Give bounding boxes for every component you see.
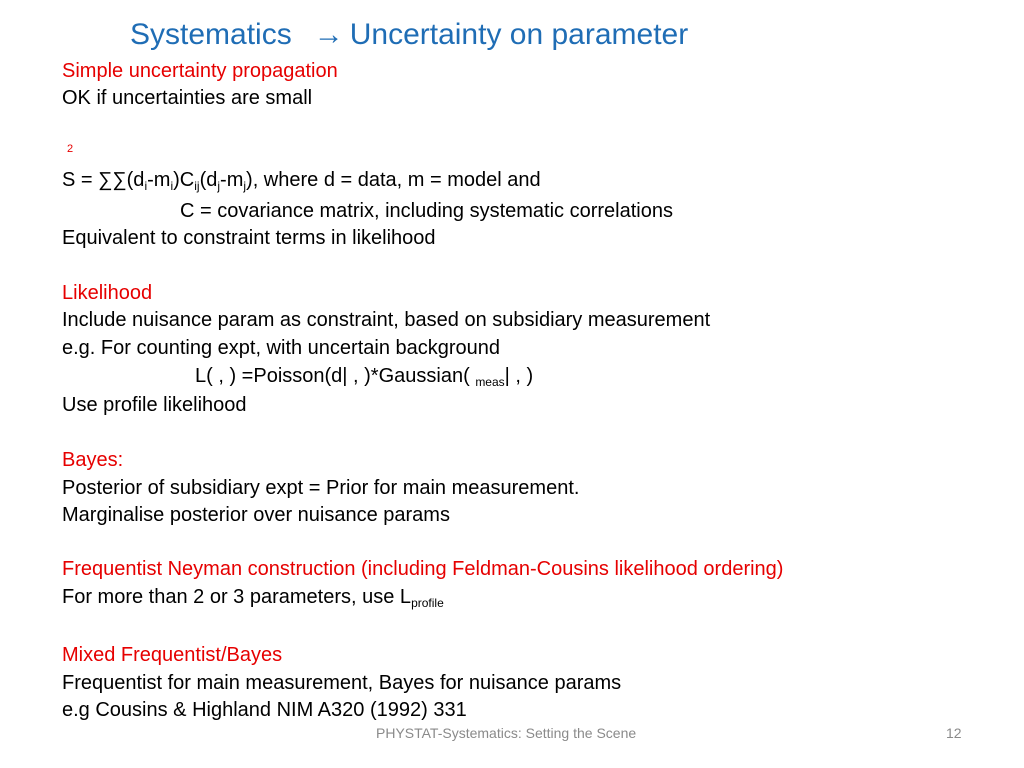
title-right: Uncertainty on parameter	[349, 18, 689, 51]
text-line: Equivalent to constraint terms in likelihood	[62, 227, 436, 249]
text-line: Use profile likelihood	[62, 394, 247, 416]
text-line: OK if uncertainties are small	[62, 87, 313, 109]
footer-text: PHYSTAT-Systematics: Setting the Scene	[376, 725, 637, 741]
text-line: e.g. For counting expt, with uncertain background	[62, 337, 501, 359]
eq-part: )C	[173, 169, 195, 191]
eq-part: S = ∑∑(d	[62, 169, 145, 191]
eq-sub: j	[217, 179, 221, 193]
chi2-equation	[62, 170, 541, 192]
arrow-right-icon: →	[313, 18, 344, 51]
page-number: 12	[946, 725, 962, 741]
text-line	[62, 587, 444, 609]
likelihood-equation	[195, 366, 533, 388]
eq-part: -m	[220, 169, 244, 191]
eq-sub: profile	[411, 596, 444, 610]
eq-part: For more than 2 or 3 parameters, use L	[62, 586, 412, 608]
superscript-marker: 2	[67, 143, 74, 155]
eq-part: L( , ) =Poisson(d| , )*Gaussian(	[195, 365, 476, 387]
section-heading-likelihood: Likelihood	[62, 282, 153, 304]
section-heading-frequentist: Frequentist Neyman construction (including Feldman-Cousins likelihood ordering)	[62, 558, 784, 580]
eq-part: ), where d = data, m = model and	[246, 169, 541, 191]
eq-sub: ij	[194, 179, 200, 193]
eq-sub: i	[144, 179, 148, 193]
text-line: Frequentist for main measurement, Bayes for nuisance params	[62, 672, 622, 694]
section-heading-bayes: Bayes:	[62, 449, 124, 471]
text-line: Marginalise posterior over nuisance params	[62, 504, 450, 526]
eq-part: -m	[147, 169, 171, 191]
eq-sub: meas	[475, 375, 505, 389]
eq-part: (d	[199, 169, 218, 191]
title-left: Systematics	[130, 18, 292, 51]
text-line: Include nuisance param as constraint, based on subsidiary measurement	[62, 309, 711, 331]
eq-sub: j	[243, 179, 247, 193]
eq-sub: i	[170, 179, 174, 193]
slide-title	[130, 18, 688, 52]
text-line: e.g Cousins & Highland NIM A320 (1992) 331	[62, 699, 467, 721]
text-line: C = covariance matrix, including systematic correlations	[180, 200, 673, 222]
section-heading-mixed: Mixed Frequentist/Bayes	[62, 644, 283, 666]
eq-part: | , )	[504, 365, 534, 387]
section-heading-propagation: Simple uncertainty propagation	[62, 60, 338, 82]
text-line: Posterior of subsidiary expt = Prior for main measurement.	[62, 477, 580, 499]
